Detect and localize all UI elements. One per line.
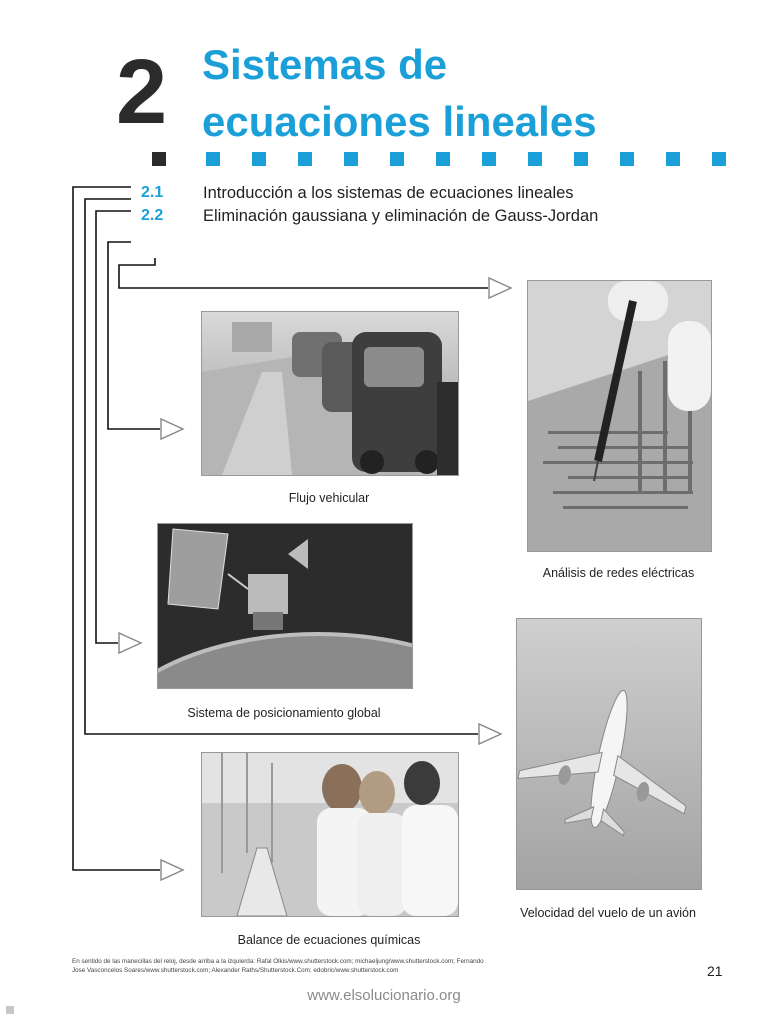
satellite-photo	[157, 523, 413, 689]
footer-url[interactable]: www.elsolucionario.org	[307, 987, 461, 1004]
traffic-caption: Flujo vehicular	[288, 491, 370, 505]
section-number-2-1: 2.1	[141, 184, 164, 201]
satellite-caption: Sistema de posicionamiento global	[187, 706, 381, 720]
circuit-caption: Análisis de redes eléctricas	[542, 566, 695, 580]
photo-credits: En sentido de las manecillas del reloj, desde arriba a la izquierda: Rafal Olkis/www.shutterstock.com; michaeljung/www.shutterstock.com; Fernando Jose Vasconcelos Soares/www.shutterstock.com; Alexander Raths/Shutterstock.Com; edobric/www.shutterstock.com	[72, 958, 484, 974]
chemistry-caption: Balance de ecuaciones químicas	[237, 933, 421, 947]
circuit-photo	[527, 280, 712, 552]
arrow-to-airplane	[479, 724, 501, 744]
arrow-to-traffic	[161, 419, 183, 439]
traffic-photo	[201, 311, 459, 476]
arrow-to-satellite	[119, 633, 141, 653]
airplane-photo	[516, 618, 702, 890]
chemistry-photo	[201, 752, 459, 917]
airplane-caption: Velocidad del vuelo de un avión	[520, 906, 696, 920]
chapter-number: 2	[116, 41, 166, 143]
section-title-2-1: Introducción a los sistemas de ecuaciones lineales	[203, 184, 574, 202]
chapter-title-line-1: Sistemas de	[202, 41, 448, 88]
chapter-title-line-2: ecuaciones lineales	[202, 98, 597, 145]
section-number-2-2: 2.2	[141, 207, 164, 224]
page-number: 21	[707, 963, 723, 979]
arrow-to-circuit	[489, 278, 511, 298]
arrow-to-chemistry	[161, 860, 183, 880]
corner-mark	[6, 1006, 14, 1014]
section-title-2-2: Eliminación gaussiana y eliminación de Gauss-Jordan	[203, 207, 599, 225]
